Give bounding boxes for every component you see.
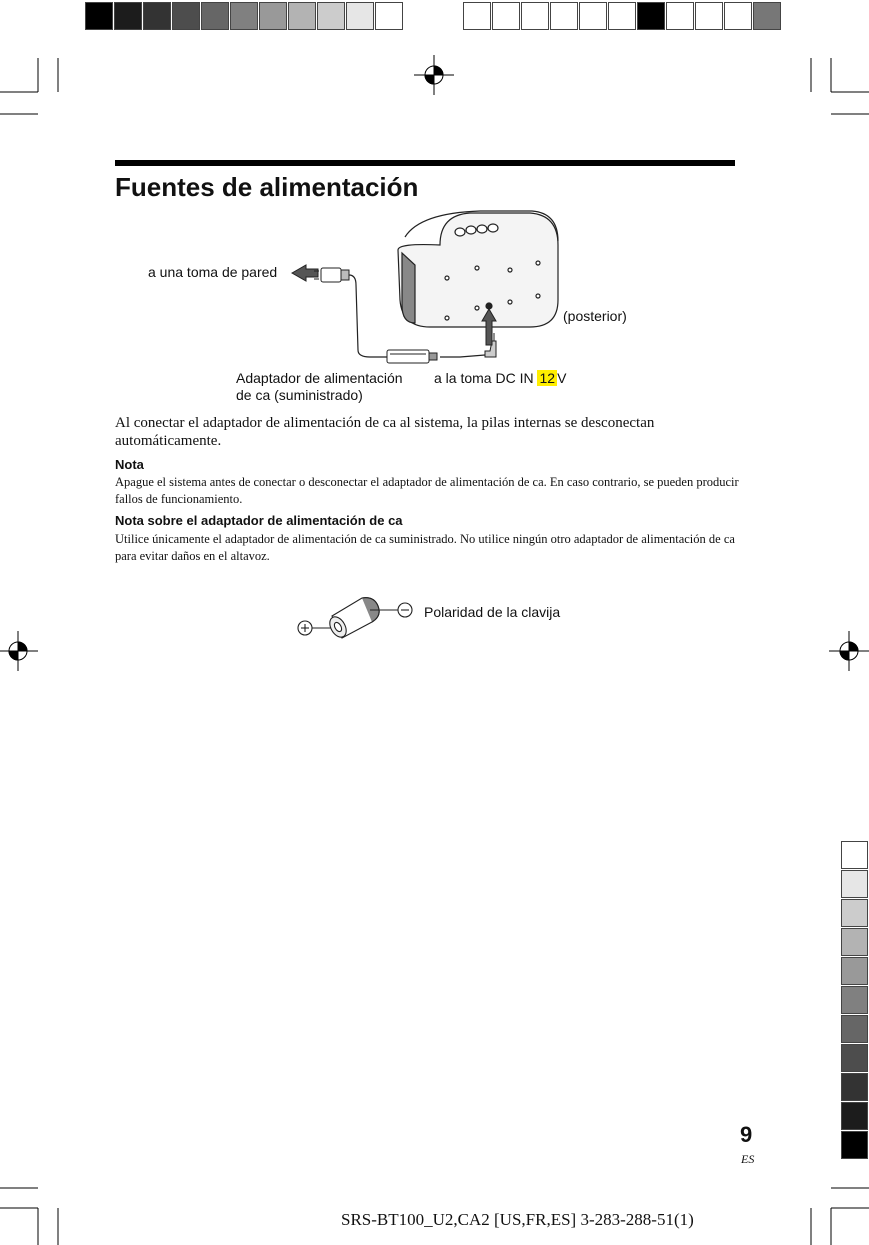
note2-heading: Nota sobre el adaptador de alimentación de ca [115, 513, 403, 528]
label-wall-outlet: a una toma de pared [148, 264, 278, 280]
language-code: ES [741, 1152, 755, 1166]
page-title: Fuentes de alimentación [115, 172, 419, 202]
note2-text: Utilice únicamente el adaptador de alimentación de ca suministrado. No utilice ningún otro adaptador de alimentación de ca para evitar daños en el altavoz. [115, 532, 735, 563]
note-text: Apague el sistema antes de conectar o desconectar el adaptador de alimentación de ca. En caso contrario, se pueden producir fallos de funcionamiento. [115, 475, 739, 506]
intro-paragraph: Al conectar el adaptador de alimentación de ca al sistema, la pilas internas se desconectan automáticamente. [115, 415, 655, 449]
ac-adapter [387, 350, 437, 363]
polarity-diagram [290, 590, 420, 645]
label-rear: (posterior) [563, 308, 627, 324]
label-dc-in: a la toma DC IN 12 V [434, 370, 567, 386]
registration-target-left [0, 631, 38, 671]
registration-target-right [829, 631, 869, 671]
ac-plug [314, 268, 349, 282]
polarity-label: Polaridad de la clavija [424, 604, 561, 620]
dc-voltage-highlight: 12 [539, 370, 556, 386]
speaker-rear-illustration [398, 211, 558, 327]
document-footer-code: SRS-BT100_U2,CA2 [US,FR,ES] 3-283-288-51(1) [341, 1210, 694, 1229]
note-heading: Nota [115, 457, 144, 472]
connection-diagram [140, 205, 700, 370]
section-rule [115, 160, 735, 166]
label-adapter: Adaptador de alimentación de ca (suministrado) [236, 370, 403, 403]
page-number: 9 [740, 1122, 753, 1147]
registration-target-top [414, 55, 454, 95]
